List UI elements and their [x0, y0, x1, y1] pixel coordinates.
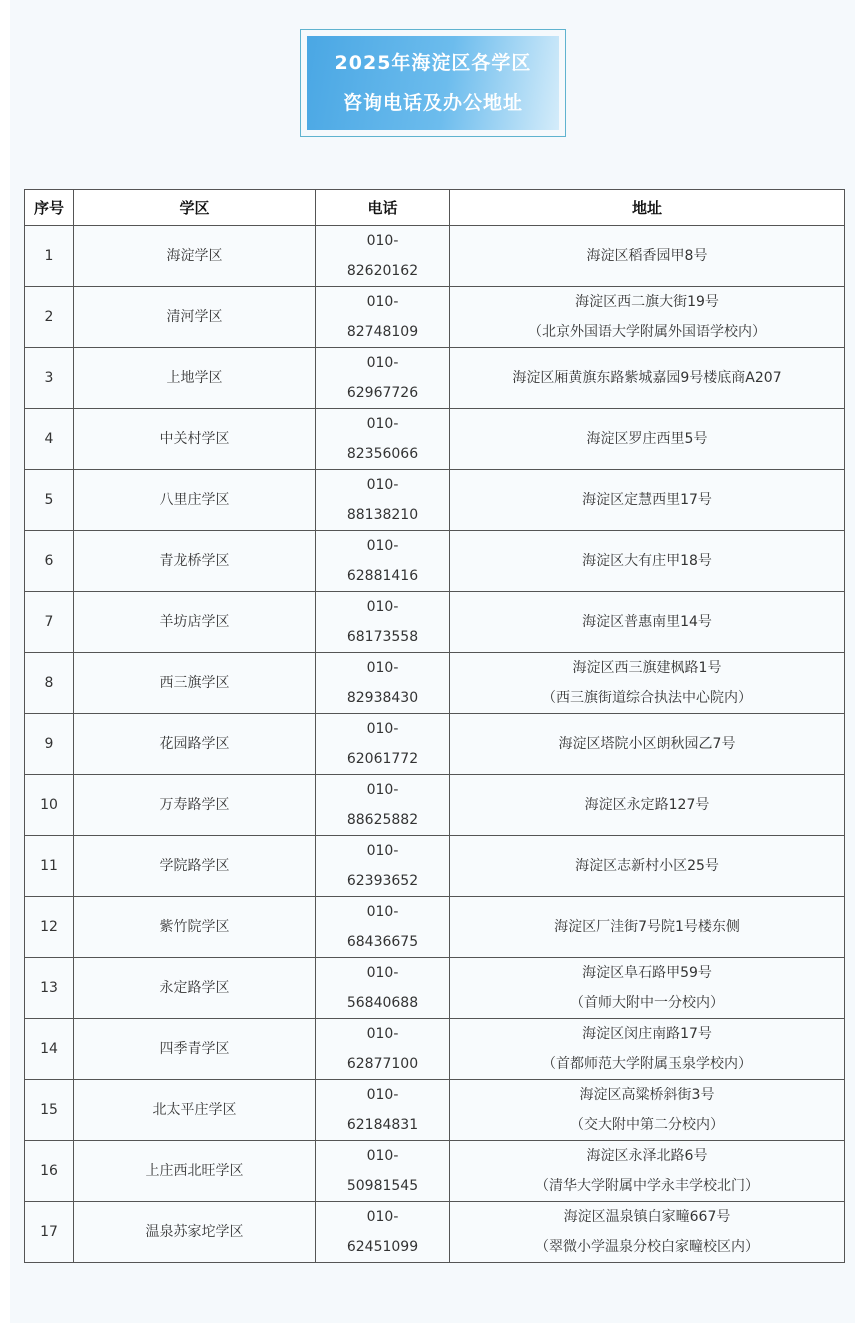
row-number: 14: [25, 1019, 74, 1080]
address-line-2: （首师大附中一分校内）: [570, 995, 724, 1011]
address-cell: [450, 592, 845, 653]
row-number: 13: [25, 958, 74, 1019]
table-header-row: [25, 190, 845, 226]
district-name: 温泉苏家坨学区: [74, 1202, 316, 1263]
address-line-1: 海淀区闵庄南路17号: [582, 1026, 712, 1042]
table-row: [25, 1202, 845, 1263]
phone-prefix: 010-: [366, 599, 399, 615]
district-contact-table: [24, 189, 845, 1263]
phone-prefix: 010-: [366, 904, 399, 920]
address-line-1: 海淀区普惠南里14号: [582, 614, 712, 630]
address-line-1: 海淀区高粱桥斜街3号: [579, 1087, 715, 1103]
phone-number: 62451099: [346, 1239, 419, 1255]
phone-cell: [316, 897, 450, 958]
address-line-2: （西三旗街道综合执法中心院内）: [542, 690, 752, 706]
header-phone: 电话: [316, 190, 450, 226]
phone-prefix: 010-: [366, 1209, 399, 1225]
phone-prefix: 010-: [366, 843, 399, 859]
address-line-1: 海淀区温泉镇白家疃667号: [563, 1209, 731, 1225]
phone-number: 62877100: [346, 1056, 419, 1072]
district-name: 中关村学区: [74, 409, 316, 470]
header-address: 地址: [450, 190, 845, 226]
address-line-2: （清华大学附属中学永丰学校北门）: [535, 1178, 759, 1194]
phone-number: 62061772: [346, 751, 419, 767]
table-row: [25, 897, 845, 958]
table-row: [25, 958, 845, 1019]
district-name: 万寿路学区: [74, 775, 316, 836]
phone-number: 50981545: [346, 1178, 419, 1194]
address-cell: [450, 470, 845, 531]
district-name: 北太平庄学区: [74, 1080, 316, 1141]
address-cell: [450, 1080, 845, 1141]
address-cell: [450, 348, 845, 409]
phone-number: 62881416: [346, 568, 419, 584]
phone-cell: [316, 653, 450, 714]
phone-prefix: 010-: [366, 355, 399, 371]
phone-prefix: 010-: [366, 1026, 399, 1042]
address-cell: [450, 226, 845, 287]
address-line-1: 海淀区定慧西里17号: [582, 492, 712, 508]
phone-number: 88625882: [346, 812, 419, 828]
address-line-1: 海淀区西二旗大街19号: [575, 294, 719, 310]
address-line-1: 海淀区大有庄甲18号: [582, 553, 712, 569]
phone-cell: [316, 409, 450, 470]
address-cell: [450, 897, 845, 958]
row-number: 3: [25, 348, 74, 409]
phone-cell: [316, 287, 450, 348]
address-cell: [450, 836, 845, 897]
phone-prefix: 010-: [366, 538, 399, 554]
phone-cell: [316, 348, 450, 409]
district-name: 永定路学区: [74, 958, 316, 1019]
table-row: [25, 1080, 845, 1141]
phone-cell: [316, 226, 450, 287]
address-line-1: 海淀区阜石路甲59号: [582, 965, 712, 981]
table-row: [25, 836, 845, 897]
phone-cell: [316, 714, 450, 775]
table-row: [25, 470, 845, 531]
district-name: 八里庄学区: [74, 470, 316, 531]
district-name: 上地学区: [74, 348, 316, 409]
table-row: [25, 348, 845, 409]
phone-cell: [316, 1141, 450, 1202]
phone-prefix: 010-: [366, 294, 399, 310]
row-number: 17: [25, 1202, 74, 1263]
table-row: [25, 409, 845, 470]
phone-number: 62967726: [346, 385, 419, 401]
phone-cell: [316, 1019, 450, 1080]
address-line-1: 海淀区塔院小区朗秋园乙7号: [558, 736, 736, 752]
district-name: 花园路学区: [74, 714, 316, 775]
row-number: 12: [25, 897, 74, 958]
district-name: 青龙桥学区: [74, 531, 316, 592]
address-line-2: （首都师范大学附属玉泉学校内）: [542, 1056, 752, 1072]
table-row: [25, 592, 845, 653]
phone-number: 88138210: [346, 507, 419, 523]
phone-cell: [316, 775, 450, 836]
phone-number: 56840688: [346, 995, 419, 1011]
title-box: [300, 29, 566, 137]
district-name: 学院路学区: [74, 836, 316, 897]
row-number: 1: [25, 226, 74, 287]
row-number: 5: [25, 470, 74, 531]
phone-number: 68436675: [346, 934, 419, 950]
address-line-1: 海淀区西三旗建枫路1号: [572, 660, 722, 676]
address-line-2: （北京外国语大学附属外国语学校内）: [528, 324, 766, 340]
phone-number: 82938430: [346, 690, 419, 706]
row-number: 8: [25, 653, 74, 714]
table-row: [25, 287, 845, 348]
table-row: [25, 775, 845, 836]
address-line-1: 海淀区永定路127号: [584, 797, 710, 813]
address-cell: [450, 287, 845, 348]
header-district: 学区: [74, 190, 316, 226]
district-name: 上庄西北旺学区: [74, 1141, 316, 1202]
address-cell: [450, 775, 845, 836]
phone-prefix: 010-: [366, 660, 399, 676]
title-banner: [307, 36, 559, 130]
phone-prefix: 010-: [366, 1148, 399, 1164]
phone-number: 82748109: [346, 324, 419, 340]
phone-prefix: 010-: [366, 477, 399, 493]
phone-number: 62184831: [346, 1117, 419, 1133]
district-name: 紫竹院学区: [74, 897, 316, 958]
phone-prefix: 010-: [366, 965, 399, 981]
phone-cell: [316, 1202, 450, 1263]
district-name: 清河学区: [74, 287, 316, 348]
address-line-2: （翠微小学温泉分校白家疃校区内）: [535, 1239, 759, 1255]
row-number: 4: [25, 409, 74, 470]
address-line-1: 海淀区永泽北路6号: [586, 1148, 708, 1164]
address-cell: [450, 531, 845, 592]
title-line-1: 2025年海淀区各学区: [334, 52, 532, 74]
phone-number: 82356066: [346, 446, 419, 462]
phone-prefix: 010-: [366, 416, 399, 432]
row-number: 7: [25, 592, 74, 653]
district-name: 西三旗学区: [74, 653, 316, 714]
address-line-1: 海淀区稻香园甲8号: [586, 248, 708, 264]
phone-cell: [316, 592, 450, 653]
table-row: [25, 1019, 845, 1080]
page-background: [10, 0, 855, 1323]
table-body: [25, 226, 845, 1263]
phone-cell: [316, 958, 450, 1019]
row-number: 9: [25, 714, 74, 775]
phone-prefix: 010-: [366, 233, 399, 249]
phone-number: 62393652: [346, 873, 419, 889]
address-line-1: 海淀区志新村小区25号: [575, 858, 719, 874]
row-number: 15: [25, 1080, 74, 1141]
row-number: 16: [25, 1141, 74, 1202]
header-number: 序号: [25, 190, 74, 226]
phone-number: 68173558: [346, 629, 419, 645]
address-cell: [450, 1019, 845, 1080]
phone-prefix: 010-: [366, 782, 399, 798]
row-number: 6: [25, 531, 74, 592]
table-row: [25, 1141, 845, 1202]
address-line-1: 海淀区厂洼街7号院1号楼东侧: [554, 919, 740, 935]
phone-prefix: 010-: [366, 1087, 399, 1103]
district-name: 四季青学区: [74, 1019, 316, 1080]
address-line-2: （交大附中第二分校内）: [570, 1117, 724, 1133]
phone-cell: [316, 470, 450, 531]
title-line-2: 咨询电话及办公地址: [342, 92, 523, 114]
district-name: 羊坊店学区: [74, 592, 316, 653]
address-cell: [450, 409, 845, 470]
address-cell: [450, 958, 845, 1019]
table-row: [25, 226, 845, 287]
row-number: 11: [25, 836, 74, 897]
address-cell: [450, 714, 845, 775]
district-name: 海淀学区: [74, 226, 316, 287]
row-number: 10: [25, 775, 74, 836]
phone-number: 82620162: [346, 263, 419, 279]
address-cell: [450, 653, 845, 714]
address-cell: [450, 1202, 845, 1263]
phone-prefix: 010-: [366, 721, 399, 737]
table-row: [25, 714, 845, 775]
table-row: [25, 653, 845, 714]
row-number: 2: [25, 287, 74, 348]
phone-cell: [316, 836, 450, 897]
address-line-1: 海淀区罗庄西里5号: [586, 431, 708, 447]
table-row: [25, 531, 845, 592]
phone-cell: [316, 531, 450, 592]
address-line-1: 海淀区厢黄旗东路紫城嘉园9号楼底商A207: [512, 370, 782, 386]
address-cell: [450, 1141, 845, 1202]
phone-cell: [316, 1080, 450, 1141]
